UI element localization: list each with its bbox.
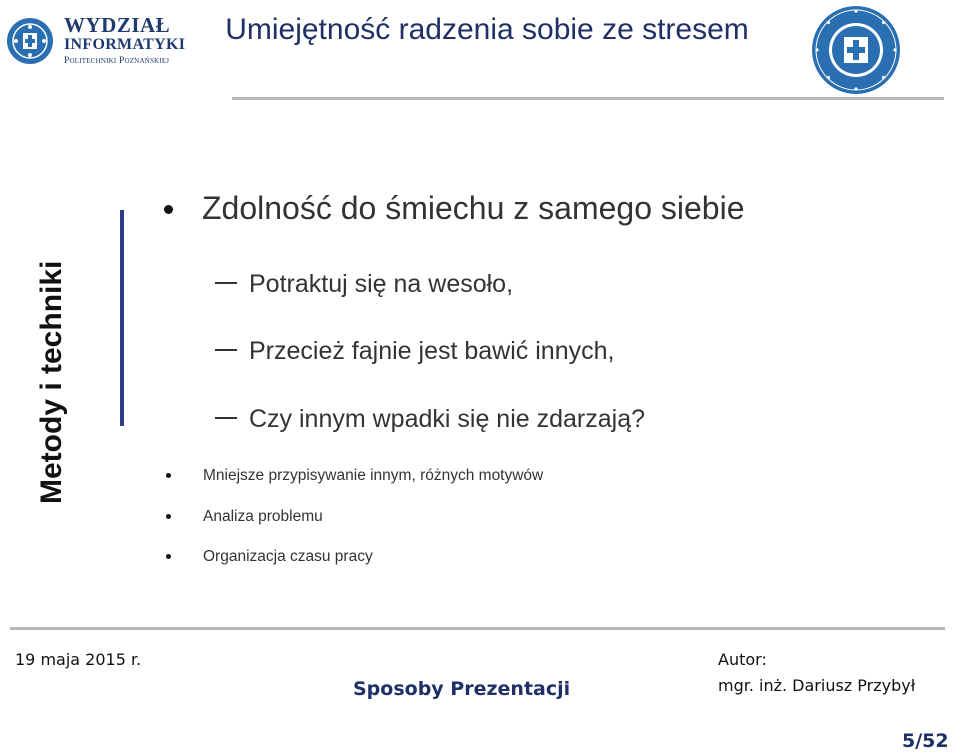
footer-date: 19 maja 2015 r. [15, 650, 142, 669]
side-section-label: Metody i techniki [35, 260, 68, 504]
small-bullet-item [166, 506, 323, 528]
slide-title: Umiejętność radzenia sobie ze stresem [225, 13, 749, 46]
bullet-dot-icon [164, 205, 173, 214]
dash-icon [215, 282, 237, 284]
dash-icon [215, 417, 237, 419]
faculty-name-line1: WYDZIAŁ [64, 13, 171, 37]
page-number: 5/52 [902, 730, 949, 752]
faculty-name [64, 14, 194, 68]
main-bullet [164, 186, 745, 230]
small-bullet-text: Mniejsze przypisywanie innym, różnych motywów [203, 467, 544, 484]
bullet-dot-icon [166, 514, 171, 519]
faculty-name-line3: Politechniki Poznańskiej [64, 56, 170, 66]
footer-presentation-title: Sposoby Prezentacji [353, 678, 571, 700]
sub-item [213, 335, 614, 367]
sub-item [213, 403, 645, 435]
university-seal-icon [810, 4, 902, 96]
sub-item-text: Czy innym wpadki się nie zdarzają? [249, 405, 646, 433]
side-accent-bar [120, 210, 124, 426]
small-bullet-text: Analiza problemu [203, 508, 323, 525]
header-divider [232, 97, 944, 100]
footer-divider [10, 627, 945, 630]
small-bullet-item [166, 546, 373, 568]
footer-author-name: mgr. inż. Dariusz Przybył [718, 676, 916, 695]
dash-icon [215, 349, 237, 351]
sub-item-text: Przecież fajnie jest bawić innych, [249, 337, 615, 365]
footer-author-label: Autor: [718, 650, 767, 669]
faculty-crest-icon [6, 17, 54, 65]
faculty-name-line2: INFORMATYKI [64, 36, 186, 53]
bullet-dot-icon [166, 473, 171, 478]
small-bullet-text: Organizacja czasu pracy [203, 548, 373, 565]
bullet-dot-icon [166, 554, 171, 559]
main-bullet-text: Zdolność do śmiechu z samego siebie [202, 190, 745, 226]
small-bullet-item [166, 465, 543, 487]
sub-item [213, 268, 513, 300]
sub-item-text: Potraktuj się na wesoło, [249, 270, 514, 298]
